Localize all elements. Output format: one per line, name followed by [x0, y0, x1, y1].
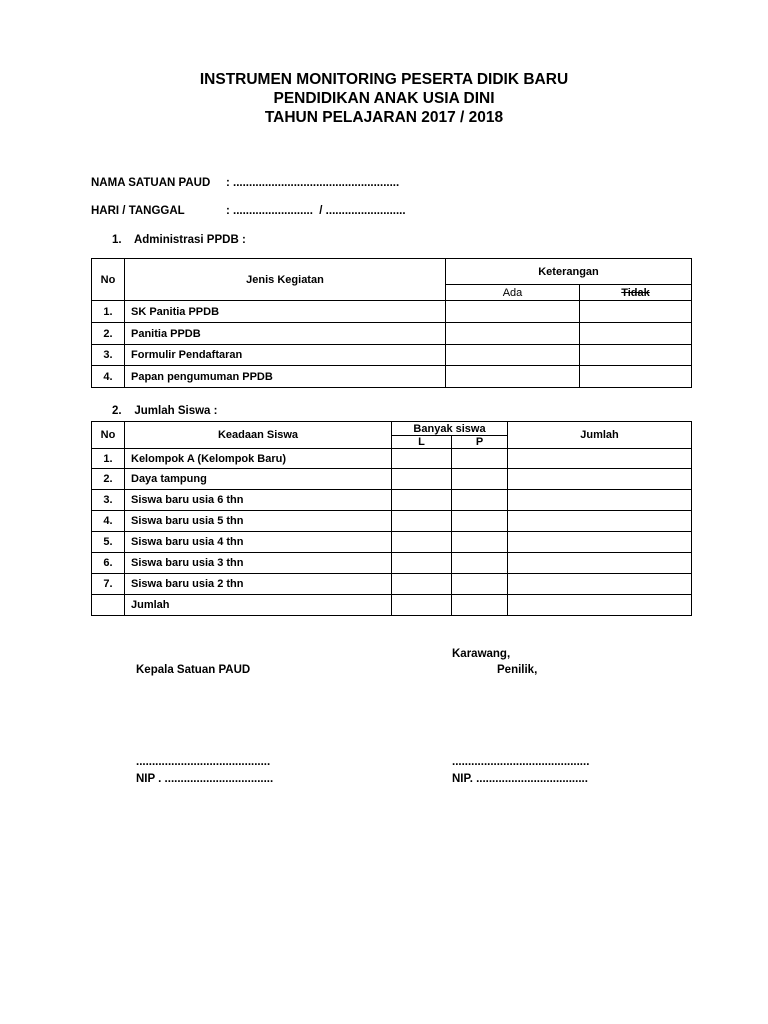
nama-satuan-value: : .................................................... — [226, 177, 400, 189]
row-no: 2. — [92, 469, 125, 490]
header-jumlah: Jumlah — [508, 422, 692, 449]
table-total-row — [92, 595, 692, 616]
header-ada: Ada — [446, 285, 580, 301]
table-row — [92, 366, 692, 388]
cell-tidak[interactable] — [580, 366, 692, 388]
cell-p[interactable] — [452, 511, 508, 532]
cell-p[interactable] — [452, 595, 508, 616]
row-item: Siswa baru usia 3 thn — [125, 553, 392, 574]
table-row — [92, 323, 692, 345]
right-signatory-title: Penilik, — [497, 664, 538, 676]
header-banyak-siswa: Banyak siswa — [392, 422, 508, 436]
row-item: Siswa baru usia 5 thn — [125, 511, 392, 532]
cell-ada[interactable] — [446, 366, 580, 388]
row-item: Panitia PPDB — [125, 323, 446, 345]
cell-jumlah[interactable] — [508, 553, 692, 574]
row-no: 1. — [92, 301, 125, 323]
administrasi-table — [91, 258, 692, 388]
cell-jumlah[interactable] — [508, 449, 692, 469]
cell-jumlah[interactable] — [508, 532, 692, 553]
cell-jumlah[interactable] — [508, 469, 692, 490]
row-no: 3. — [92, 345, 125, 366]
row-no — [92, 595, 125, 616]
row-item: Papan pengumuman PPDB — [125, 366, 446, 388]
row-no: 5. — [92, 532, 125, 553]
hari-tanggal-label: HARI / TANGGAL — [91, 205, 185, 217]
cell-p[interactable] — [452, 469, 508, 490]
table-row — [92, 490, 692, 511]
cell-ada[interactable] — [446, 323, 580, 345]
signature-place: Karawang, — [452, 648, 511, 660]
cell-l[interactable] — [392, 574, 452, 595]
cell-l[interactable] — [392, 469, 452, 490]
table-header-row — [92, 259, 692, 285]
table-row — [92, 532, 692, 553]
section1-heading: 1. Administrasi PPDB : — [112, 234, 246, 246]
section2-heading: 2. Jumlah Siswa : — [112, 405, 218, 417]
cell-ada[interactable] — [446, 301, 580, 323]
table-row — [92, 345, 692, 366]
doc-title-line3: TAHUN PELAJARAN 2017 / 2018 — [264, 109, 504, 126]
row-no: 7. — [92, 574, 125, 595]
jumlah-siswa-table — [91, 421, 692, 616]
header-keadaan-siswa: Keadaan Siswa — [125, 422, 392, 449]
doc-title-line1: INSTRUMEN MONITORING PESERTA DIDIK BARU — [199, 71, 569, 88]
cell-tidak[interactable] — [580, 301, 692, 323]
doc-title-line2: PENDIDIKAN ANAK USIA DINI — [273, 90, 495, 107]
row-item: Siswa baru usia 4 thn — [125, 532, 392, 553]
row-no: 4. — [92, 366, 125, 388]
table-row — [92, 449, 692, 469]
row-item: Formulir Pendaftaran — [125, 345, 446, 366]
hari-tanggal-value: : ......................... / ......................... — [226, 205, 406, 217]
row-item: Siswa baru usia 2 thn — [125, 574, 392, 595]
header-no: No — [92, 422, 125, 449]
header-keterangan: Keterangan — [446, 259, 692, 285]
table-row — [92, 553, 692, 574]
table-row — [92, 469, 692, 490]
header-no: No — [92, 259, 125, 301]
cell-p[interactable] — [452, 574, 508, 595]
cell-jumlah[interactable] — [508, 511, 692, 532]
cell-tidak[interactable] — [580, 323, 692, 345]
cell-jumlah[interactable] — [508, 490, 692, 511]
cell-jumlah[interactable] — [508, 595, 692, 616]
cell-l[interactable] — [392, 449, 452, 469]
cell-p[interactable] — [452, 490, 508, 511]
row-item: Jumlah — [125, 595, 392, 616]
cell-l[interactable] — [392, 532, 452, 553]
header-l: L — [392, 436, 452, 449]
row-item: Siswa baru usia 6 thn — [125, 490, 392, 511]
left-signatory-title: Kepala Satuan PAUD — [136, 664, 251, 676]
row-no: 1. — [92, 449, 125, 469]
row-item: Kelompok A (Kelompok Baru) — [125, 449, 392, 469]
cell-l[interactable] — [392, 511, 452, 532]
row-no: 3. — [92, 490, 125, 511]
header-p: P — [452, 436, 508, 449]
nama-satuan-label: NAMA SATUAN PAUD — [91, 177, 211, 189]
cell-tidak[interactable] — [580, 345, 692, 366]
left-signature-line: .......................................... — [136, 756, 271, 768]
table-row — [92, 574, 692, 595]
table-row — [92, 511, 692, 532]
cell-l[interactable] — [392, 595, 452, 616]
table-header-row — [92, 422, 692, 436]
header-tidak: Tidak — [580, 285, 692, 301]
right-nip: NIP. ................................... — [452, 773, 588, 785]
row-item: Daya tampung — [125, 469, 392, 490]
header-jenis-kegiatan: Jenis Kegiatan — [125, 259, 446, 301]
row-item: SK Panitia PPDB — [125, 301, 446, 323]
right-signature-line: ........................................... — [452, 756, 590, 768]
cell-l[interactable] — [392, 490, 452, 511]
row-no: 4. — [92, 511, 125, 532]
cell-p[interactable] — [452, 449, 508, 469]
left-nip: NIP . .................................. — [136, 773, 274, 785]
cell-ada[interactable] — [446, 345, 580, 366]
cell-jumlah[interactable] — [508, 574, 692, 595]
row-no: 6. — [92, 553, 125, 574]
table-row — [92, 301, 692, 323]
row-no: 2. — [92, 323, 125, 345]
cell-l[interactable] — [392, 553, 452, 574]
cell-p[interactable] — [452, 532, 508, 553]
cell-p[interactable] — [452, 553, 508, 574]
